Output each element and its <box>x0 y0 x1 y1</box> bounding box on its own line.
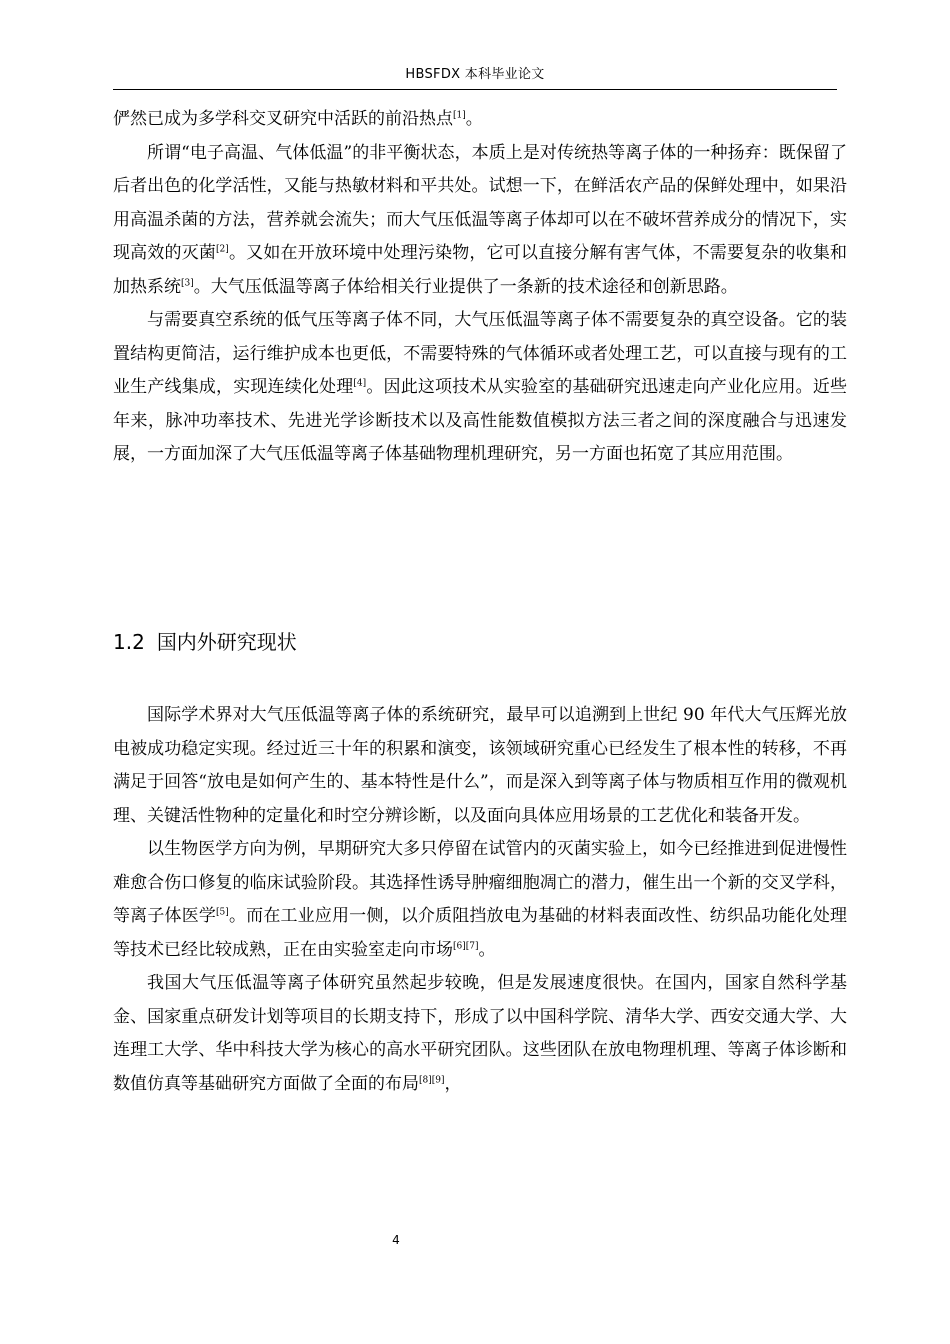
page-header <box>113 66 837 90</box>
page-number: 4 <box>392 1233 400 1247</box>
citation: [4] <box>353 378 367 389</box>
paragraph <box>113 967 847 1101</box>
citation: [3] <box>181 277 194 288</box>
paragraph-text: 与需要真空系统的低气压等离子体不同，大气压低温等离子体不需要复杂的真空设备。它的装置结构更简洁，运行维护成本也更低，不需要特殊的气体循环或者处理工艺，可以直接与现有的工业生产线集成，实现连续化处理 <box>113 310 847 397</box>
paragraph-text: 我国大气压低温等离子体研究虽然起步较晚，但是发展速度很快。在国内，国家自然科学基金、国家重点研发计划等项目的长期支持下，形成了以中国科学院、清华大学、西安交通大学、大连理工大学、华中科技大学为核心的高水平研究团队。这些团队在放电物理机理、等离子体诊断和数值仿真等基础研究方面做了全面的布局 <box>113 973 847 1094</box>
citation: [1] <box>453 110 466 121</box>
paragraph-text: 。 <box>478 939 496 960</box>
paragraph <box>113 699 847 833</box>
body-block-top <box>113 103 847 472</box>
paragraph-text: 。大气压低温等离子体给相关行业提供了一条新的技术途径和创新思路。 <box>193 276 738 297</box>
paragraph-text: ， <box>444 1073 462 1094</box>
paragraph-text: 。因此这项技术从实验室的基础研究迅速走向产业化应用。近些年来，脉冲功率技术、先进光学诊断技术以及高性能数值模拟方法三者之间的深度融合与迅速发展，一方面加深了大气压低温等离子体基础物理机理研究，另一方面也拓宽了其应用范围。 <box>113 377 848 464</box>
section-heading <box>113 624 297 660</box>
citation: [2] <box>216 244 229 255</box>
paragraph <box>113 304 847 472</box>
citation: [6] <box>453 940 466 951</box>
section-title: 国内外研究现状 <box>156 630 297 654</box>
citation: [9] <box>431 1074 445 1085</box>
paragraph <box>113 137 847 305</box>
citation: [8] <box>419 1074 432 1085</box>
page-footer <box>0 1233 792 1247</box>
citation: [5] <box>216 907 229 918</box>
paragraph-continuation <box>113 103 847 137</box>
paragraph-text: 。而在工业应用一侧，以介质阻挡放电为基础的材料表面改性、纺织品功能化处理等技术已经比较成熟，正在由实验室走向市场 <box>113 906 848 960</box>
paragraph-text: 国际学术界对大气压低温等离子体的系统研究，最早可以追溯到上世纪 90 年代大气压辉光放电被成功稳定实现。经过近三十年的积累和演变，该领域研究重心已经发生了根本性的转移，不再满足于回答“放电是如何产生的、基本特性是什么”，而是深入到等离子体与物质相互作用的微观机理、关键活性物种的定量化和时空分辨诊断，以及面向具体应用场景的工艺优化和装备开发。 <box>113 705 847 826</box>
citation: [7] <box>465 940 479 951</box>
paragraph-text: 所谓“电子高温、气体低温”的非平衡状态，本质上是对传统热等离子体的一种扬弃：既保留了后者出色的化学活性，又能与热敏材料和平共处。试想一下，在鲜活农产品的保鲜处理中，如果沿用高温杀菌的方法，营养就会流失；而大气压低温等离子体却可以在不破坏营养成分的情况下，实现高效的灭菌 <box>113 142 847 263</box>
section-number: 1.2 <box>113 630 145 654</box>
paragraph-text: 以生物医学方向为例，早期研究大多只停留在试管内的灭菌实验上，如今已经推进到促进慢性难愈合伤口修复的临床试验阶段。其选择性诱导肿瘤细胞凋亡的潜力，催生出一个新的交叉学科，等离子体医学 <box>113 839 847 926</box>
body-block-bottom <box>113 699 847 1101</box>
paragraph <box>113 833 847 967</box>
paragraph-text: 。 <box>465 109 483 129</box>
header-title: HBSFDX 本科毕业论文 <box>405 67 545 82</box>
paragraph-text: 。又如在开放环境中处理污染物，它可以直接分解有害气体，不需要复杂的收集和加热系统 <box>113 243 848 297</box>
paragraph-text: 俨然已成为多学科交叉研究中活跃的前沿热点 <box>113 109 453 129</box>
